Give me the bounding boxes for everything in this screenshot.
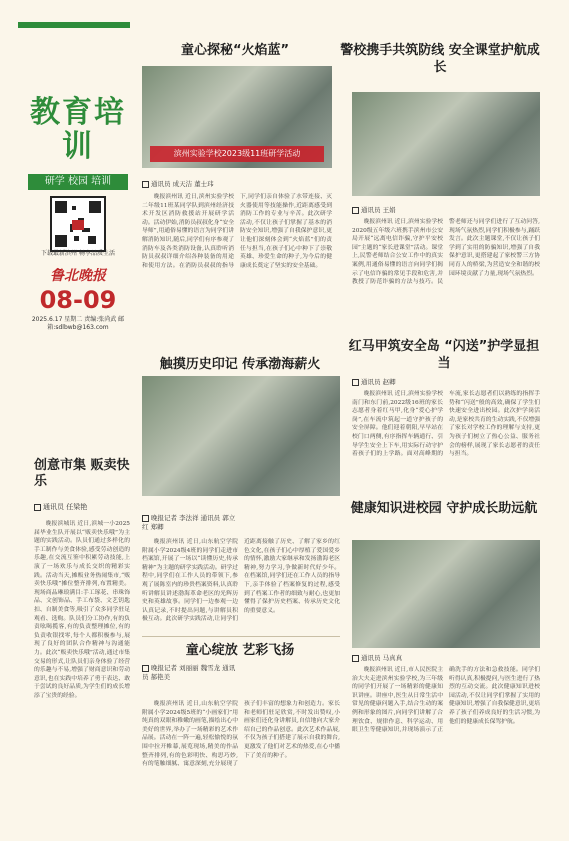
article-body-police: 晚报滨州讯 近日,滨州实验学校2020级五年级六班携手滨州市公安局开展“远离电信诈骗,守护平安校园”主题的“家长进课堂”活动。课堂上,民警老师结合公安工作中的真实案例,用通俗易懂的语言向同学们揭示了电信诈骗的常见手段和危害,并教授了防范诈骗的方法与技巧。民警老师还与同学们进行了互动问答,现场气氛热烈,同学们积极参与,踊跃发言。此次主题课堂,不仅让孩子们学到了实用的防骗知识,增强了自我保护意识,更搭建起了家校警三方协同育人的桥梁,为营造安全和谐的校园环境贡献了力量,现场气氛热烈。 <box>352 219 540 286</box>
header-band <box>18 22 130 28</box>
article-title-art: 童心绽放 艺彩飞扬 <box>185 643 295 658</box>
side-article-credit: 通讯员 任梁艳 <box>34 502 87 512</box>
photo-archives <box>142 376 340 496</box>
newspaper-logo: 鲁北晚报 <box>50 268 106 284</box>
article-body-history: 晚报滨州讯 近日,山东航空学院附属小学2024级4班的同学们走进市档案馆,开展了一场以“读懂历史,传承精神”为主题的研学实践活动。研学过程中,同学们在工作人员的带领下,参观了展陈室内的珍贵档案资料,认真聆听讲解员讲述渤海革命老区的光辉历史和英雄故事。同学们一边参观一边认真记录,不时提出问题,与讲解员积极互动。此次研学实践活动,让同学们近距离接触了历史、了解了家乡的红色文化,在孩子们心中厚植了爱国爱乡的情怀,激励大家继承和发扬渤海老区精神,努力学习,争做新时代好少年。在档案馆,同学们还在工作人员的指导下,亲手体验了档案修复的过程,感受到了档案工作者的细致与耐心,也更加懂得了保护历史档案、传承历史文化的重要意义。 <box>142 539 340 623</box>
photo-banner: 滨州实验学校2023级11班研学活动 <box>150 146 324 162</box>
section-title: 教育培训 <box>30 95 126 164</box>
square-icon <box>142 665 149 672</box>
article-body-art: 晚报滨州讯 近日,山东航空学院附属小学2024级5班的“小画家们”用纯真的双眼和稚嫩的画笔,描绘出心中美好的世界,举办了一场精彩的艺术作品展。活动在一阵一遍,轻松愉悦的氛围中拉开帷幕,展览现场,精美的作品整齐排列,有的色彩明快、构思巧妙,有的笔触细腻、寓意深刻,充分展现了孩子们丰富的想象力和创造力。家长和老师们驻足欣赏,不时发出赞叹,小画家们还化身讲解员,自信地向大家介绍自己的作品创意。此次艺术作品展,不仅为孩子们搭建了展示自我的舞台,更激发了他们对艺术的热爱,在心中播下了美育的种子。 <box>142 701 340 768</box>
article-title-redvest: 红马甲筑安全岛 “闪送”护学显担当 <box>348 339 540 371</box>
square-icon <box>352 655 359 662</box>
article-body-health: 晚报滨州讯 近日,市人民医院主治大夫走进滨州实验学校,为三年级的同学们开展了一场精彩的健康知识讲座。讲座中,医生从日常生活中常见的健康问题入手,结合生动的案例和形象的图片,向同学们讲解了合理饮食、规律作息、科学运动、用眼卫生等健康知识,并现场演示了正确洗手的方法和急救技能。同学们听得认真,积极提问,与医生进行了热烈的互动交流。此次健康知识进校园活动,不仅让同学们掌握了实用的健康知识,增强了自我保健意识,更培养了孩子们养成良好的生活习惯,为他们的健康成长保驾护航。 <box>352 667 540 734</box>
article-credit-health: 通讯员 马真真 <box>352 654 402 663</box>
article-credit-history: 晚报记者 李法祥 通讯员 郭立红 郑卿 <box>142 514 236 531</box>
article-credit-art: 晚报记者 刘丽丽 魏雪龙 通讯员 郝艳美 <box>142 664 236 681</box>
photo-classroom <box>352 92 540 196</box>
article-credit-police: 通讯员 王娟 <box>352 206 396 215</box>
side-article-body: 晚报滨城讯 近日,滨城一小2025届毕业生队开展以“贩卖快乐哦”为主题的实践活动。队员们通过多样化的手工制作与美食体验,感受劳动创造的乐趣,在交流互鉴中积累劳动技能,上演了一场欢乐与成长交织的精彩实践。活动当天,摊贩业务热闹集市,“贩卖快乐哦”摊位整齐排列,布置精美。现场商品琳琅满目:手工琢花、串珠饰品、文创饰品、手工布袋、文艺钥匙扣、自制美食等,吸引了众多同学驻足观看、选购。队员们分工协作,有的负责吆喝揽客,有的负责整理摊位,有的负责收银找零,每个人都积极参与,展现了良好的团队合作精神与沟通能力。此次“贩卖快乐哦”活动,通过市集交易的形式,让队员们亲身体验了经营的乐趣与不易,增强了财商意识和劳动意识,也在实践中培养了勇于表达、敢于尝试的良好品质,为学生们的成长增添了宝贵的经验。 <box>34 521 130 699</box>
issue-meta: 2025.6.17 星期二 责编:张尚武 邮箱:sdlbwb@163.com <box>31 316 125 331</box>
square-icon <box>352 379 359 386</box>
article-title-fire: 童心探秘“火焰蓝” <box>180 43 290 58</box>
article-credit-redvest: 通讯员 赵卿 <box>352 378 396 387</box>
article-credit-fire: 通讯员 成天洁 董士玮 <box>142 180 214 189</box>
article-title-health: 健康知识进校园 守护成长助远航 <box>350 501 538 516</box>
article-title-history: 触摸历史印记 传承渤海薪火 <box>159 357 321 372</box>
square-icon <box>34 504 41 511</box>
page-number: 08-09 <box>39 286 117 314</box>
side-article-title: 创意市集 贩卖快乐 <box>34 458 130 489</box>
photo-fire-station <box>142 66 332 168</box>
divider <box>142 636 340 637</box>
square-icon <box>142 515 149 522</box>
qr-caption: 下载最新滨州 畅享品质生活 <box>41 250 115 257</box>
photo-health-lecture <box>352 540 540 648</box>
article-body-fire: 晚报滨州讯 近日,滨州实验学校二年级11班某同学队到滨州经济技术开发区消防救援站开展研学活动。活动伊始,消防员叔叔化身“安全导师”,用通俗易懂的语言为同学们讲解消防知识,随后,同学们有序参观了消防车及各类消防设备,认真聆听消防员叔叔详细介绍各种装备的用途和使用方法。在消防员叔叔的指导下,同学们亲自体验了水带连接、灭火器使用等技能操作,近距离感受到消防工作的专业与辛苦。此次研学活动,不仅让孩子们掌握了基本的消防安全知识,增强了自我保护意识,更让他们深刻体会到“火焰蓝”们的责任与担当,在孩子们心中种下了崇敬英雄、珍爱生命的种子,为今后的健康成长奠定了坚实的安全基础。 <box>142 194 332 269</box>
article-title-police: 警校携手共筑防线 安全课堂护航成长 <box>340 43 540 75</box>
article-body-redvest: 晚报滨州讯 近日,滨州实验学校南门和东门前,2022级16班的家长志愿者身着红马甲,化身“爱心护学岗”,在车流中筑起一道守护孩子的安全屏障。他们迎着朝阳,早早站在校门口两侧,有序指挥车辆通行、引导学生安全上下车,用实际行动守护着孩子们的上学路。面对高峰期的车流,家长志愿者们以熟练的指挥手势和“闪送”般的高效,确保了学生们快速安全进出校园。此次护学岗活动,是家校共育的生动实践,不仅增强了家长对学校工作的理解与支持,更为孩子们树立了热心公益、服务社会的榜样,展现了家长志愿者的责任与担当。 <box>352 391 540 458</box>
qr-code[interactable] <box>50 196 106 252</box>
section-subtitle: 研学 校园 培训 <box>28 174 128 190</box>
square-icon <box>142 181 149 188</box>
square-icon <box>352 207 359 214</box>
